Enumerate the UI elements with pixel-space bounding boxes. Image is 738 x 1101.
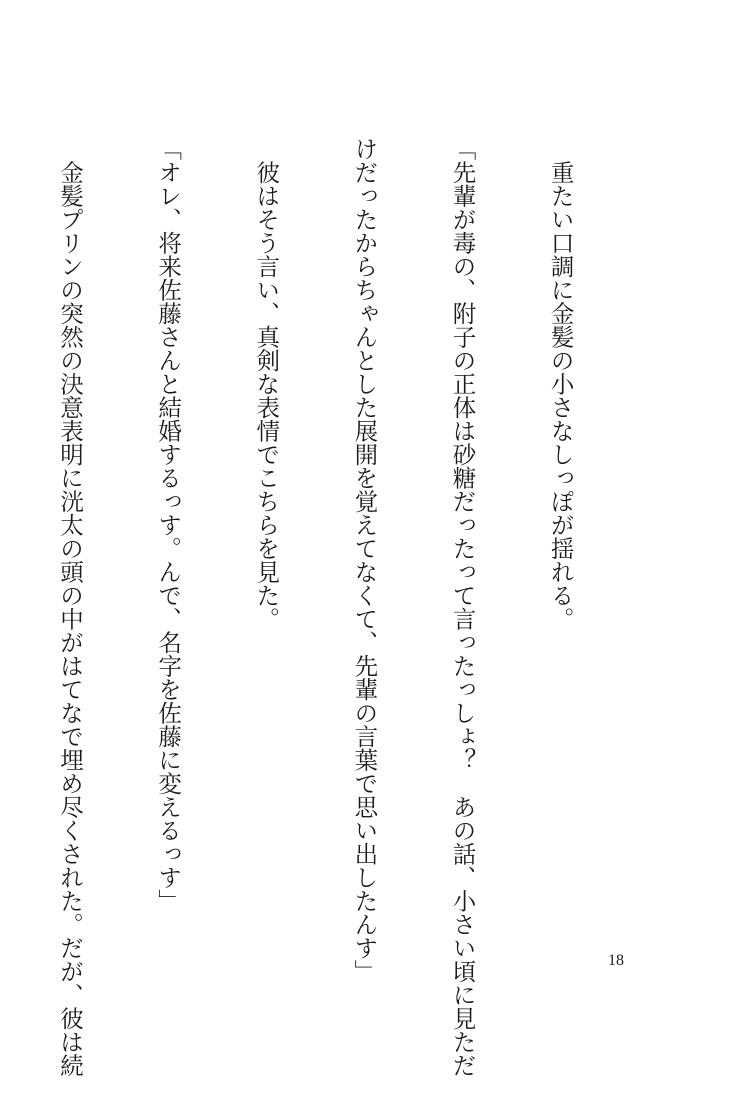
text-line: 「オレ、将来佐藤さんと結婚するっす。んで、名字を佐藤に変えるっす」 — [154, 137, 183, 913]
text-line: 重たい口調に金髪の小さなしっぽが揺れる。 — [546, 137, 575, 631]
text-line: 金髪プリンの突然の決意表明に洸太の頭の中がはてなで埋め尽くされた。だが、彼は続 — [56, 137, 85, 1077]
text-line: 「先輩が毒の、附子の正体は砂糖だったって言ったっしょ？ あの話、小さい頃に見ただ — [448, 137, 477, 1077]
page-number: 18 — [608, 952, 624, 969]
text-line: けだったからちゃんとした展開を覚えてなくて、先輩の言葉で思い出したんす」 — [350, 137, 379, 983]
text-line: 彼はそう言い、真剣な表情でこちらを見た。 — [252, 137, 281, 631]
